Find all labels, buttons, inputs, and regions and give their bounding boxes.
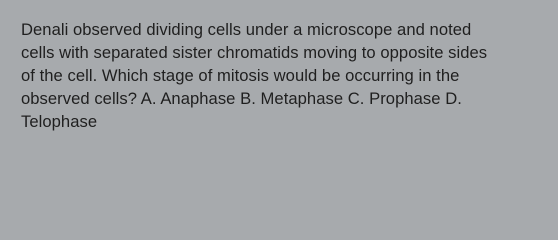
question-line-5: Telophase bbox=[21, 112, 98, 131]
question-line-4: observed cells? A. Anaphase B. Metaphase C. Prophase D. bbox=[21, 89, 462, 108]
question-text bbox=[21, 18, 543, 133]
question-line-2: cells with separated sister chromatids moving to opposite sides bbox=[21, 43, 488, 62]
question-line-3: of the cell. Which stage of mitosis would be occurring in the bbox=[21, 66, 460, 85]
question-line-1: Denali observed dividing cells under a microscope and noted bbox=[21, 20, 472, 39]
